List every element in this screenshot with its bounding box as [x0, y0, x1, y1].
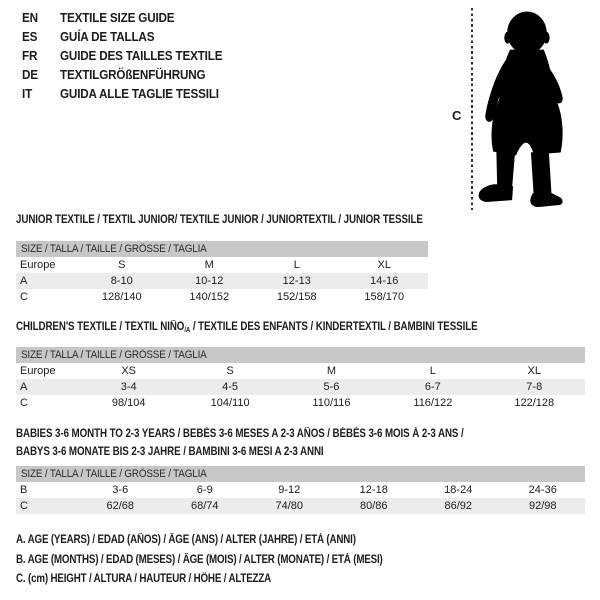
- cell: S: [118, 259, 126, 271]
- lang-label: GUÍA DE TALLAS: [60, 29, 155, 44]
- title-subscript: /A: [184, 325, 191, 334]
- lang-row-fr: [22, 46, 240, 65]
- cell: L: [293, 259, 300, 271]
- legend-footnotes: [16, 534, 447, 593]
- lang-row-es: [22, 27, 240, 46]
- cell: 128/140: [101, 291, 142, 303]
- row-label: C: [20, 500, 28, 512]
- language-list: [22, 8, 240, 103]
- lang-code: FR: [22, 48, 38, 63]
- lang-code: IT: [22, 86, 33, 101]
- lang-row-de: [22, 65, 240, 84]
- baby-silhouette-icon: [476, 10, 568, 208]
- cell: L: [429, 365, 436, 377]
- cell: 68/74: [190, 500, 219, 512]
- row-label: A: [20, 275, 28, 287]
- cell: 18-24: [444, 484, 473, 496]
- row-label: C: [20, 291, 28, 303]
- cell: 110/116: [312, 397, 351, 409]
- cell: 4-5: [222, 381, 239, 393]
- row-label: Europe: [20, 365, 56, 377]
- cell: 14-16: [370, 275, 399, 287]
- junior-size-table: [16, 241, 428, 305]
- cell: 152/158: [276, 291, 317, 303]
- cell: M: [204, 259, 214, 271]
- babies-section-title: BABIES 3-6 MONTH TO 2-3 YEARS / BEBÉS 3-6 MESES A 2-3 AÑOS / BÉBÉS 3-6 MOIS À 2-3 ANS / BABYS 3-6 MONATE BIS 2-3 JAHRE / BAMBINI 3-6 MESI A 2-3 ANNI: [16, 428, 464, 458]
- table-row: [16, 395, 585, 411]
- cell: XS: [121, 365, 137, 377]
- size-header-bar: SIZE / TALLA / TAILLE / GRÖSSE / TAGLIA: [16, 466, 585, 482]
- table-row: [16, 498, 585, 514]
- cell: 86/92: [444, 500, 473, 512]
- footnote-c: C. (cm) HEIGHT / ALTURA / HAUTEUR / HÖHE / ALTEZZA: [16, 573, 272, 585]
- row-label: Europe: [20, 259, 56, 271]
- cell: 92/98: [528, 500, 557, 512]
- cell: 5-6: [323, 381, 340, 393]
- children-size-table: [16, 347, 585, 411]
- cell: 9-12: [278, 484, 301, 496]
- cell: 8-10: [110, 275, 133, 287]
- cell: 98/104: [111, 397, 146, 409]
- lang-row-it: [22, 84, 240, 103]
- lang-code: DE: [22, 67, 38, 82]
- cell: 158/170: [364, 291, 405, 303]
- cell: 3-4: [120, 381, 137, 393]
- cell: 10-12: [195, 275, 224, 287]
- lang-code: ES: [22, 29, 38, 44]
- table-row: [16, 482, 585, 498]
- cell: 6-9: [196, 484, 213, 496]
- table-row: [16, 257, 428, 273]
- row-label: B: [20, 484, 28, 496]
- children-section-title: CHILDREN'S TEXTILE / TEXTIL $NIÑO_{/A}$ / TEXTILE DES ENFANTS / KINDERTEXTIL / BAMBINI TESSILE: [16, 321, 478, 334]
- cell: M: [326, 365, 337, 377]
- lang-label: GUIDA ALLE TAGLIE TESSILI: [60, 86, 219, 101]
- cell: 12-18: [359, 484, 388, 496]
- cell: 24-36: [528, 484, 557, 496]
- cell: 80/86: [359, 500, 388, 512]
- cell: 140/152: [189, 291, 230, 303]
- junior-section-title: JUNIOR TEXTILE / TEXTIL JUNIOR/ TEXTILE JUNIOR / JUNIORTEXTIL / JUNIOR TESSILE: [16, 214, 423, 226]
- cell: S: [226, 365, 234, 377]
- lang-row-en: [22, 8, 240, 27]
- footnote-a: A. AGE (YEARS) / EDAD (AÑOS) / ÂGE (ANS) / ALTER (JAHRE) / ETÀ (ANNI): [16, 534, 356, 546]
- table-row: [16, 273, 428, 289]
- lang-code: EN: [22, 10, 38, 25]
- lang-label: TEXTILGRÖßENFÜHRUNG: [60, 67, 206, 82]
- cell: 12-13: [282, 275, 311, 287]
- cell: XL: [527, 365, 541, 377]
- cell: 74/80: [275, 500, 304, 512]
- cell: 6-7: [424, 381, 441, 393]
- lang-label: TEXTILE SIZE GUIDE: [60, 10, 175, 25]
- table-row: [16, 379, 585, 395]
- row-label: A: [20, 381, 28, 393]
- cell: 7-8: [526, 381, 543, 393]
- size-header-bar: SIZE / TALLA / TAILLE / GRÖSSE / TAGLIA: [16, 347, 585, 363]
- cell: 122/128: [514, 397, 555, 409]
- cell: XL: [377, 259, 391, 271]
- table-row: [16, 289, 428, 305]
- height-measure-label: C: [452, 108, 462, 123]
- babies-size-table: [16, 466, 585, 514]
- footnote-b: B. AGE (MONTHS) / EDAD (MESES) / ÂGE (MOIS) / ALTER (MONATE) / ETÀ (MESI): [16, 553, 383, 566]
- cell: 116/122: [413, 397, 453, 409]
- cell: 104/110: [210, 397, 250, 409]
- table-row: [16, 363, 585, 379]
- row-label: C: [20, 397, 28, 409]
- cell: 62/68: [106, 500, 135, 512]
- lang-label: GUIDE DES TAILLES TEXTILE: [60, 48, 223, 63]
- size-header-bar: SIZE / TALLA / TAILLE / GRÖSSE / TAGLIA: [16, 241, 428, 257]
- cell: 3-6: [112, 484, 129, 496]
- height-measure-dashed-line: [471, 8, 473, 210]
